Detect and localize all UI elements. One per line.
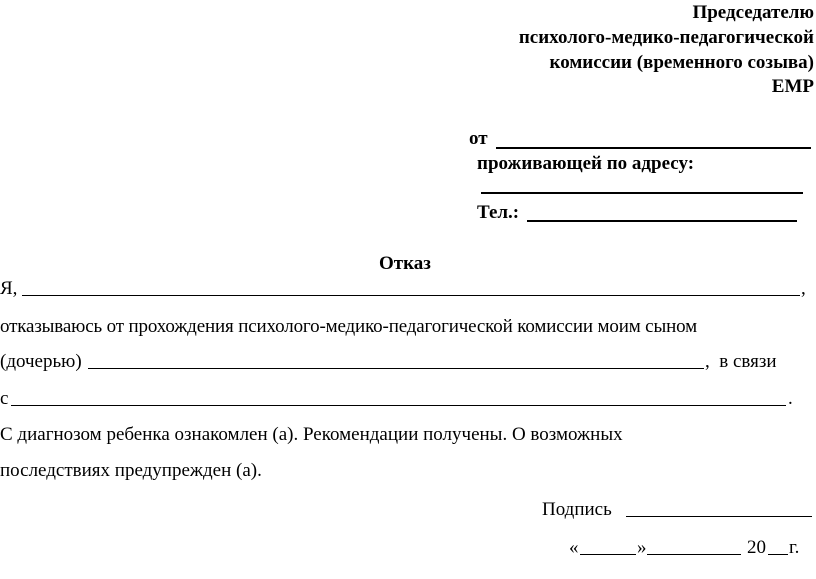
name-blank[interactable] [22,295,800,296]
date-close-quote: » [637,537,647,558]
child-name-blank[interactable] [88,368,704,369]
addressee-line-2: психолого-медико-педагогической [518,27,814,48]
date-day-blank[interactable] [580,554,636,555]
warning-text: последствиях предупрежден (а). [0,460,262,481]
line1-prefix: Я, [0,278,18,299]
line3-prefix: (дочерью) [0,351,82,372]
address-blank[interactable] [481,192,803,194]
date-year-blank[interactable] [768,554,788,555]
acknowledgement-text: С диагнозом ребенка ознакомлен (а). Рекомендации получены. О возможных [0,424,623,445]
reason-blank[interactable] [11,405,786,406]
address-label: проживающей по адресу: [477,153,695,174]
line4-prefix: с [0,388,9,409]
line3-suffix: , в связи [705,351,777,372]
refusal-text: отказываюсь от прохождения психолого-медико-педагогической комиссии моим сыном [0,316,697,337]
date-open-quote: « [569,537,579,558]
from-label: от [469,128,488,149]
phone-label: Тел.: [477,202,520,223]
date-month-blank[interactable] [647,554,741,555]
document-title: Отказ [379,253,431,274]
from-blank[interactable] [496,147,811,149]
phone-blank[interactable] [527,220,797,222]
line1-suffix: , [801,278,806,299]
signature-blank[interactable] [626,516,812,517]
addressee-line-3: комиссии (временного созыва) [549,52,814,73]
line4-suffix: . [788,388,793,409]
addressee-line-4: ЕМР [771,76,814,97]
date-year-suffix: г. [789,537,800,558]
date-year-prefix: 20 [747,537,766,558]
addressee-line-1: Председателю [692,2,814,23]
signature-label: Подпись [542,499,612,520]
